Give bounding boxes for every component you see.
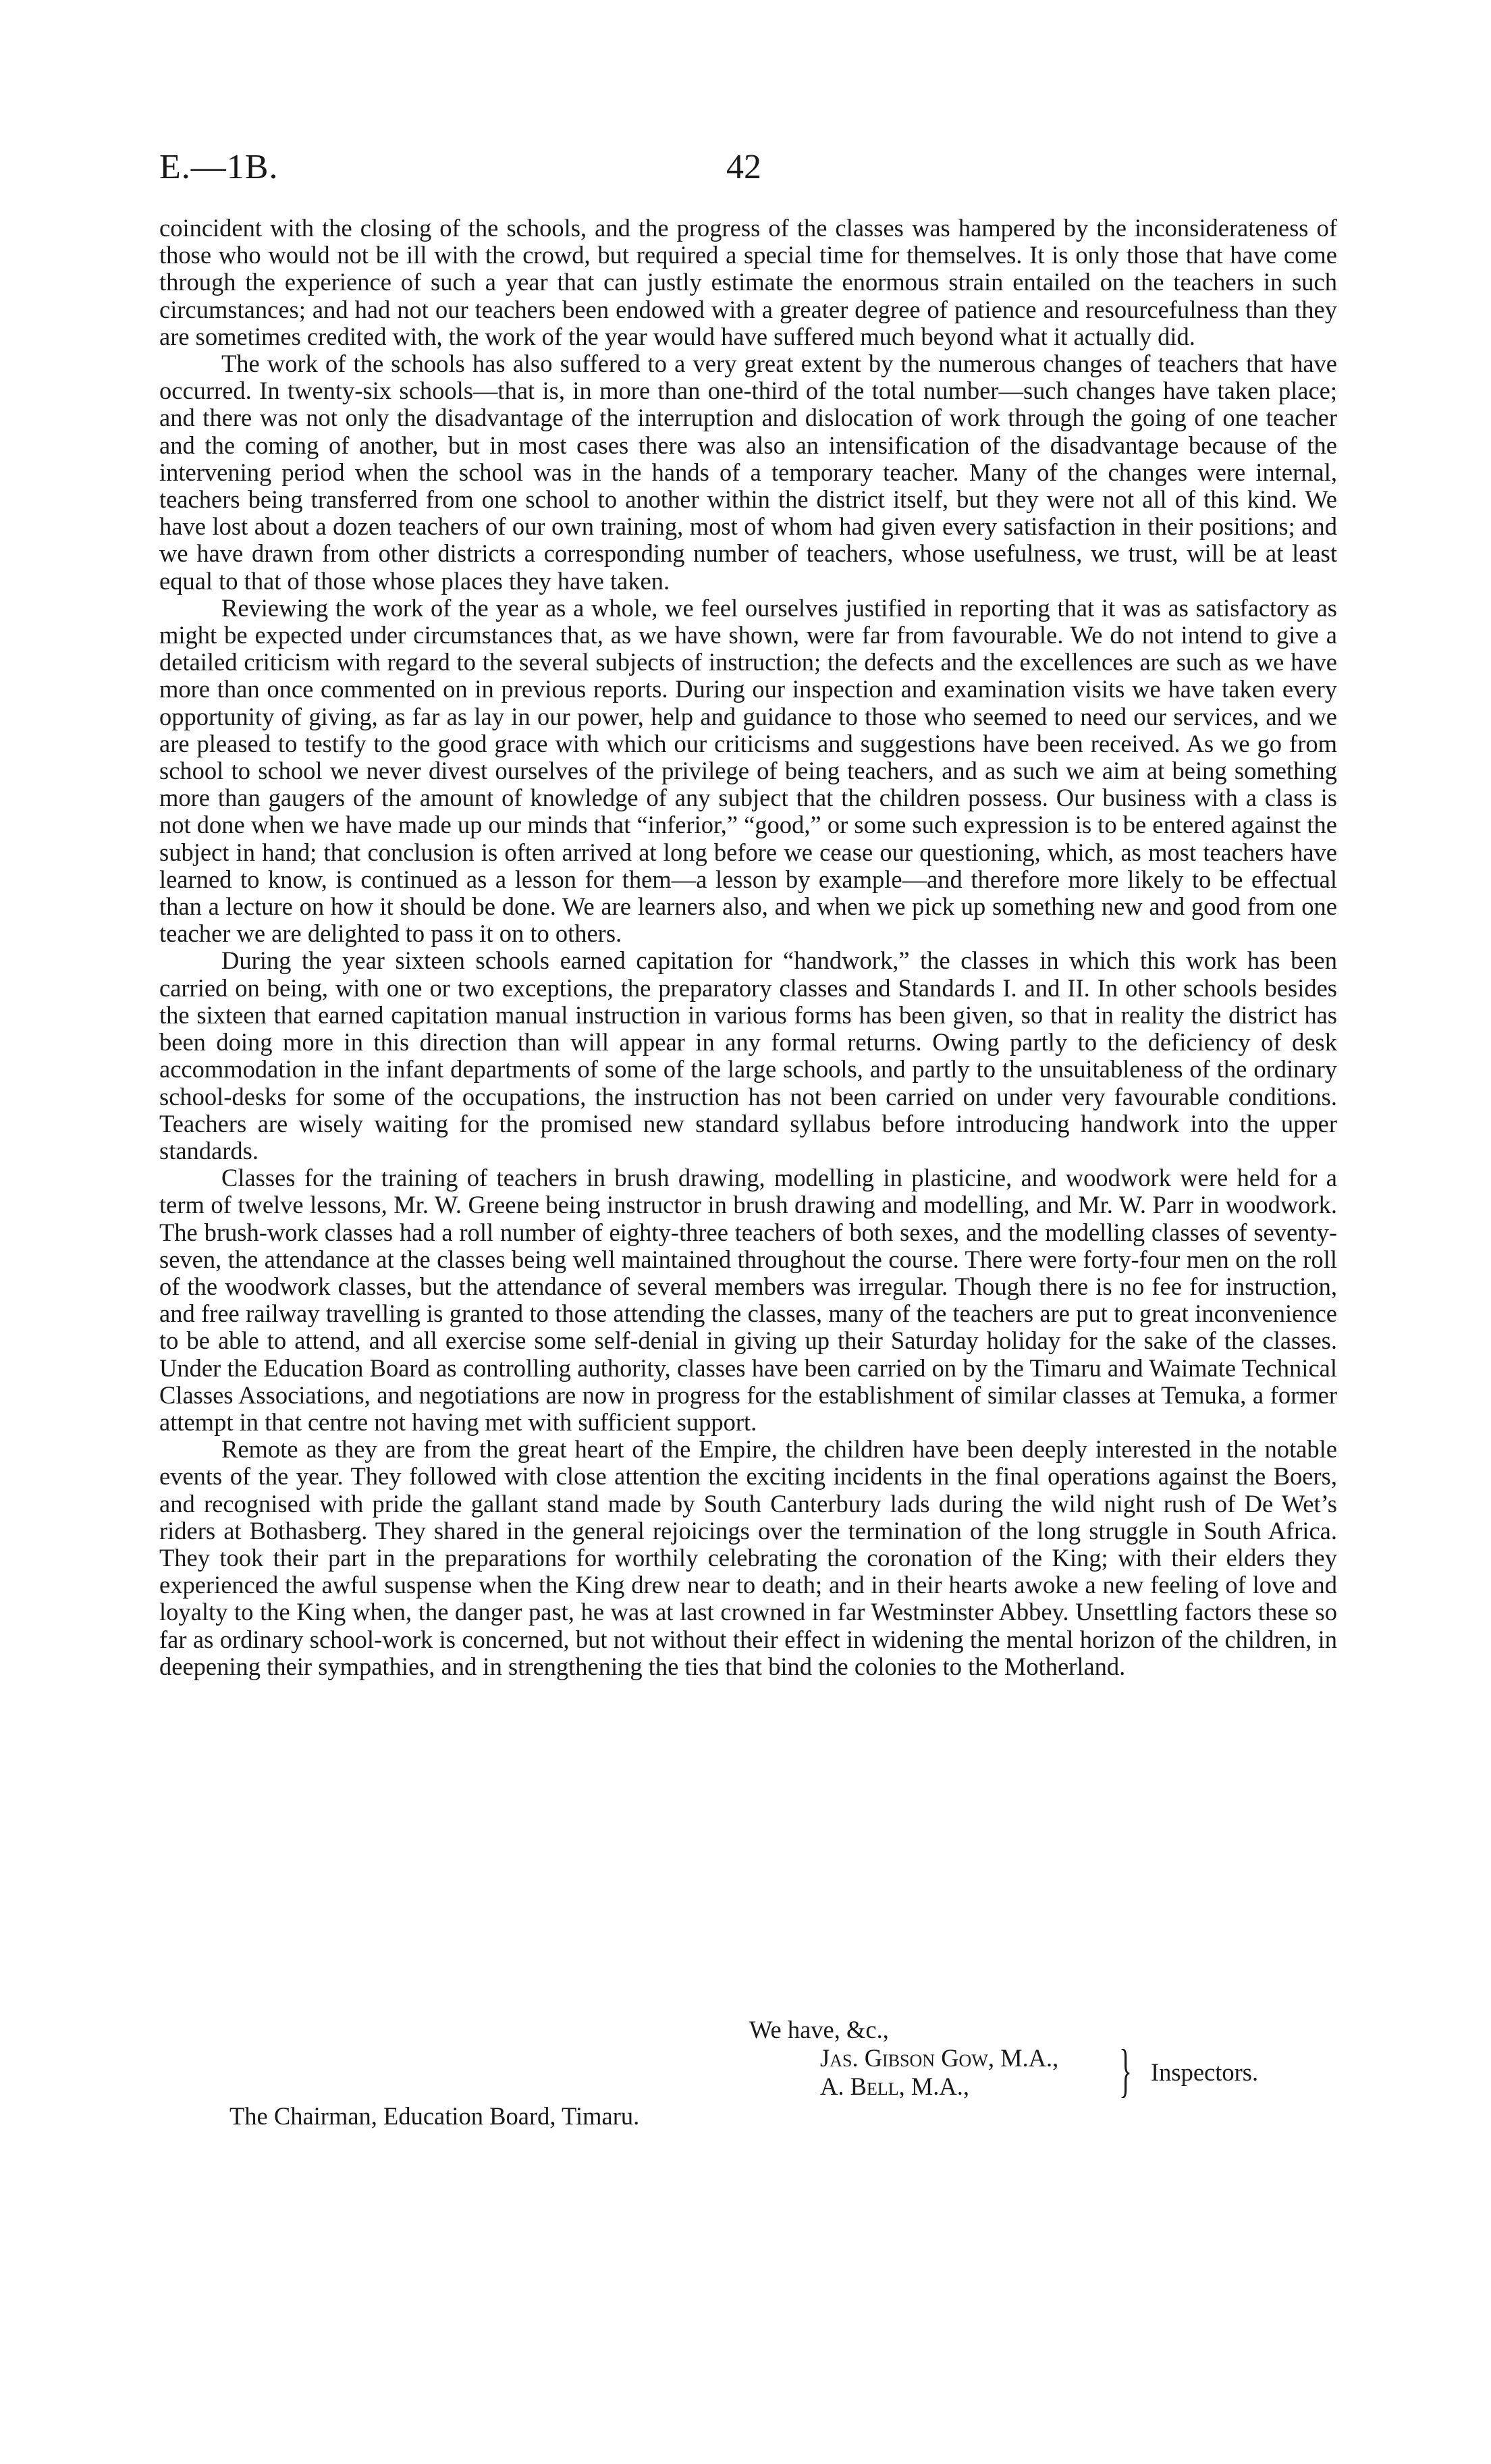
paragraph-year-review: Reviewing the work of the year as a whole, we feel ourselves justified in reporting that it was as satisfactory as might be expected under circumstances that, as we have shown, were far from favourable. We do not intend to give a detailed criticism with regard to the several subjects of instruction; the defects and the excellences are such as we have more than once commented on in previous reports. During our inspection and examination visits we have taken every opportunity of giving, as far as lay in our power, help and guidance to those who seemed to need our services, and we are pleased to testify to the good grace with which our criticisms and suggestions have been received. As we go from school to school we never divest ourselves of the privilege of being teachers, and as such we aim at being something more than gaugers of the amount of knowledge of any subject that the children possess. Our business with a class is not done when we have made up our minds that “inferior,” “good,” or some such expression is to be entered against the subject in hand; that conclusion is often arrived at long before we cease our questioning, which, as most teachers have learned to know, is continued as a lesson for them—a lesson by example—and therefore more likely to be effectual than a lecture on how it should be done. We are learners also, and when we pick up something new and good from one teacher we are delighted to pass it on to others. — [159, 593, 1337, 948]
paragraph-teacher-changes: The work of the schools has also suffered to a very great extent by the numerous changes of teachers that have occurred. In twenty-six schools—that is, in more than one-third of the total number—such changes have taken place; and there was not only the disadvantage of the interruption and dislocation of work through the going of one teacher and the coming of another, but in most cases there was also an intensification of the disadvantage because of the intervening period when the school was in the hands of a temporary teacher. Many of the changes were internal, teachers being transferred from one school to another within the district itself, but they were not all of this kind. We have lost about a dozen teachers of our own training, most of whom had given every satisfaction in their positions; and we have drawn from other districts a corresponding number of teachers, whose usefulness, we trust, will be at least equal to that of those whose places they have taken. — [159, 350, 1337, 595]
signatory-role: Inspectors. — [1151, 2058, 1259, 2086]
brace-icon: } — [1119, 2038, 1133, 2104]
signatory-gow: Jas. Gibson Gow, M.A., — [820, 2044, 1059, 2072]
page-number: 42 — [726, 148, 761, 186]
paragraph-continuation: coincident with the closing of the schools, and the progress of the classes was hampered by the inconsiderateness of those who would not be ill with the crowd, but required a special time for themselves. It is only those that have come through the experience of such a year that can justly estimate the enormous strain entailed on the teachers in such circumstances; and had not our teachers been endowed with a greater degree of patience and resourcefulness than they are sometimes credited with, the work of the year would have suffered much beyond what it actually did. — [159, 214, 1337, 350]
document-reference: E.—1B. — [159, 148, 279, 186]
paragraph-training-classes: Classes for the training of teachers in brush drawing, modelling in plasticine, and woodwork were held for a term of twelve lessons, Mr. W. Greene being instructor in brush drawing and modelling, and Mr. W. Parr in woodwork. The brush-work classes had a roll number of eighty-three teachers of both sexes, and the modelling classes of seventy-seven, the attendance at the classes being well maintained throughout the course. There were forty-four men on the roll of the woodwork classes, but the attendance of several members was irregular. Though there is no fee for instruction, and free railway travelling is granted to those attending the classes, many of the teachers are put to great inconvenience to be able to attend, and all exercise some self-denial in giving up their Saturday holiday for the sake of the classes. Under the Education Board as controlling authority, classes have been carried on by the Timaru and Waimate Technical Classes Associations, and negotiations are now in progress for the establishment of similar classes at Temuka, a former attempt in that centre not having met with sufficient support. — [159, 1164, 1337, 1436]
paragraph-empire-events: Remote as they are from the great heart of the Empire, the children have been deeply interested in the notable events of the year. They followed with close attention the exciting incidents in the final operations against the Boers, and recognised with pride the gallant stand made by South Canterbury lads during the wild night rush of De Wet’s riders at Bothasberg. They shared in the general rejoicings over the termination of the long struggle in South Africa. They took their part in the preparations for worthily celebrating the coronation of the King; with their elders they experienced the awful suspense when the King drew near to death; and in their hearts awoke a new feeling of love and loyalty to the King when, the danger past, he was at last crowned in far Westminster Abbey. Unsettling factors these so far as ordinary school-work is concerned, but not without their effect in widening the mental horizon of the children, in deepening their sympathies, and in strengthening the ties that bind the colonies to the Motherland. — [159, 1435, 1337, 1680]
page-header — [159, 147, 1337, 194]
addressee: The Chairman, Education Board, Timaru. — [229, 2102, 640, 2130]
signatory-bell: A. Bell, M.A., — [820, 2072, 970, 2100]
signature-block — [820, 2044, 1058, 2101]
report-body — [159, 215, 1337, 1680]
closing-salutation: We have, &c., — [749, 2016, 889, 2043]
paragraph-handwork: During the year sixteen schools earned capitation for “handwork,” the classes in which this work has been carried on being, with one or two exceptions, the preparatory classes and Standards I. and II. In other schools besides the sixteen that earned capitation manual instruction in various forms has been given, so that in reality the district has been doing more in this direction than will appear in any formal returns. Owing partly to the deficiency of desk accommodation in the infant departments of some of the large schools, and partly to the unsuitableness of the ordinary school-desks for some of the occupations, the instruction has not been carried on under very favourable conditions. Teachers are wisely waiting for the promised new standard syllabus before introducing handwork into the upper standards. — [159, 946, 1337, 1164]
